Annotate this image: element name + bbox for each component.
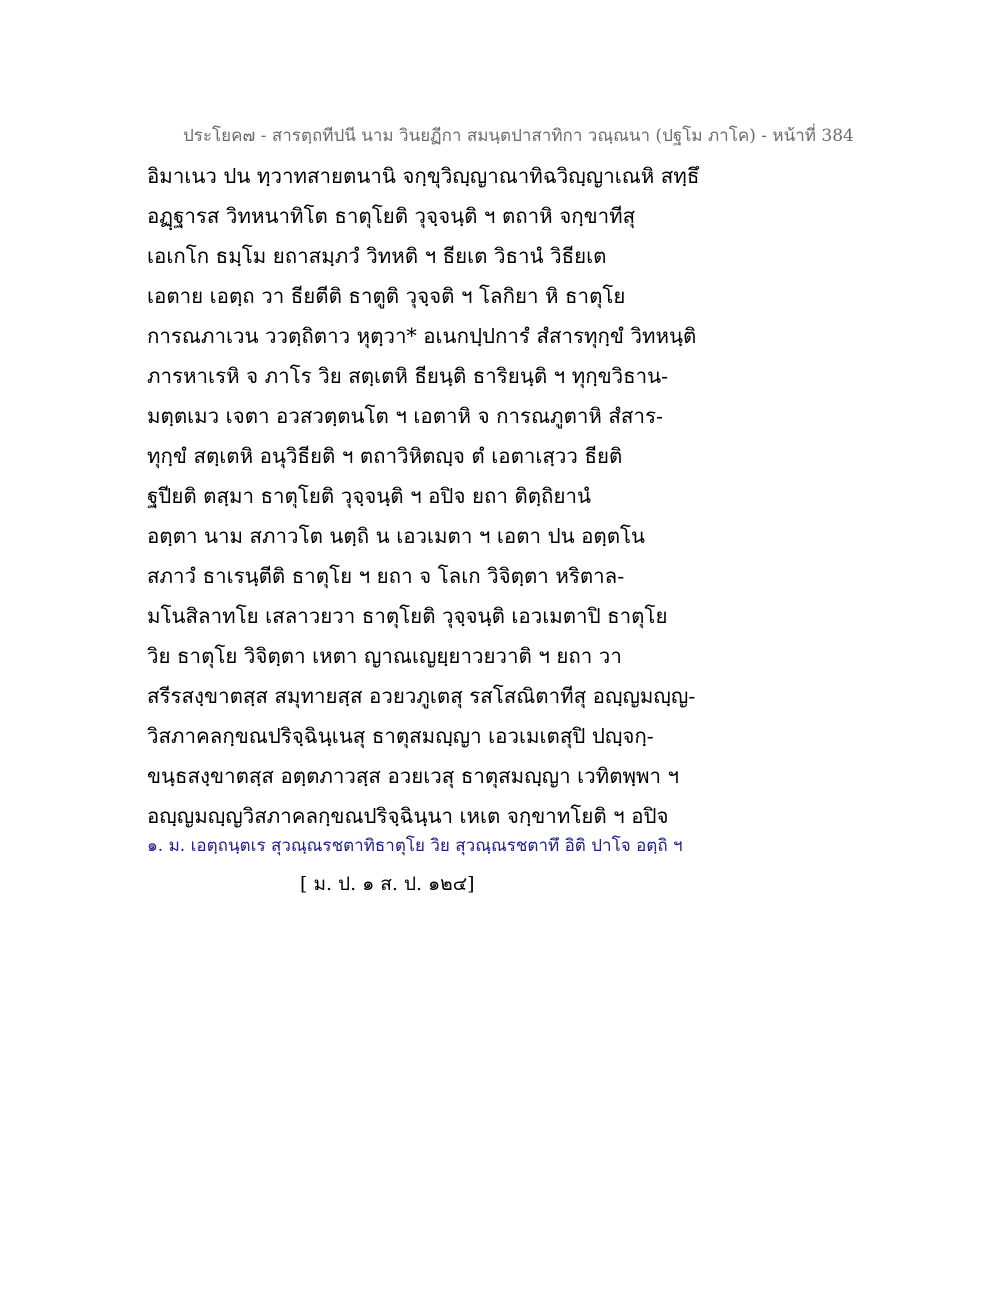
running-header: ประโยค๗ - สารตฺถทีปนี นาม วินยฏีกา สมนฺตปาสาทิกา วณฺณนา (ปฐโม ภาโค) - หน้าที่ 384 [183, 126, 854, 146]
body-line: อญฺญมญฺญวิสภาคลกฺขณปริจฺฉินฺนา เหเต จกฺขาทโยติ ฯ อปิจ [147, 804, 669, 828]
body-line: อิมาเนว ปน ทฺวาทสายตนานิ จกฺขุวิญฺญาณาทิฉวิญฺญาเณหิ สทฺธึ [147, 164, 700, 188]
body-text [147, 156, 707, 836]
body-line: ขนฺธสงฺขาตสฺส อตฺตภาวสฺส อวยเวสุ ธาตุสมญฺญา เวทิตพฺพา ฯ [147, 764, 680, 788]
body-line: เอตาย เอตฺถ วา ธียตีติ ธาตูติ วุจฺจติ ฯ โลกิยา หิ ธาตุโย [147, 284, 626, 308]
body-line: เอเกโก ธมฺโม ยถาสมฺภวํ วิทหติ ฯ ธียเต วิธานํ วิธียเต [147, 244, 607, 268]
body-line: วิสภาคลกฺขณปริจฺฉินฺเนสุ ธาตุสมญฺญา เอวเมเตสุปิ ปญฺจกฺ- [147, 724, 654, 748]
body-line: อฏฺฐารส วิทหนาทิโต ธาตุโยติ วุจฺจนฺติ ฯ ตถาหิ จกฺขาทีสุ [147, 204, 636, 228]
body-line: ภารหาเรหิ จ ภาโร วิย สตฺเตหิ ธียนฺติ ธาริยนฺติ ฯ ทุกฺขวิธาน- [147, 364, 669, 388]
body-line: สรีรสงฺขาตสฺส สมุทายสฺส อวยวภูเตสุ รสโสณิตาทีสุ อญฺญมญฺญ- [147, 684, 696, 708]
body-line: มตฺตเมว เจตา อวสวตฺตนโต ฯ เอตาหิ จ การณภูตาหิ สํสาร- [147, 404, 663, 428]
body-line: อตฺตา นาม สภาวโต นตฺถิ น เอวเมตา ฯ เอตา ปน อตฺตโน [147, 524, 646, 548]
footnote: ๑. ม. เอตฺถนฺตเร สุวณฺณรชตาทิธาตุโย วิย สุวณฺณรชตาทึ อิติ ปาโจ อตฺถิ ฯ [147, 836, 683, 856]
body-line: วิย ธาตุโย วิจิตฺตา เหตา ญาณเญยฺยาวยวาติ ฯ ยถา วา [147, 644, 622, 668]
page-reference: [ ม. ป. ๑ ส. ป. ๑๒๔] [300, 873, 475, 895]
body-line: สภาวํ ธาเรนฺตีติ ธาตุโย ฯ ยถา จ โลเก วิจิตฺตา หริตาล- [147, 564, 625, 588]
body-line: การณภาเวน ววตฺถิตาว หุตฺวา* อเนกปฺปการํ สํสารทุกฺขํ วิทหนฺติ [147, 324, 697, 348]
body-line: ฐปียติ ตสฺมา ธาตุโยติ วุจฺจนฺติ ฯ อปิจ ยถา ติตฺถิยานํ [147, 484, 592, 508]
body-line: ทุกฺขํ สตฺเตหิ อนุวิธียติ ฯ ตถาวิหิตญฺจ ตํ เอตาเสฺวว ธียติ [147, 444, 623, 468]
body-line: มโนสิลาทโย เสลาวยวา ธาตุโยติ วุจฺจนฺติ เอวเมตาปิ ธาตุโย [147, 604, 668, 628]
